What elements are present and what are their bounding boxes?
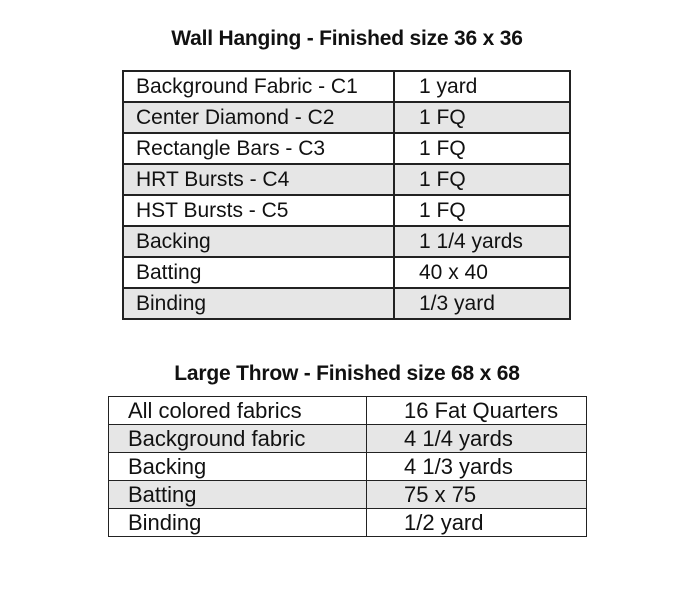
fabric-item: Batting	[123, 257, 394, 288]
wall-hanging-table	[122, 70, 571, 320]
fabric-item: Background Fabric - C1	[123, 71, 394, 102]
fabric-amount: 75 x 75	[367, 481, 587, 509]
table-row	[123, 71, 570, 102]
table-row	[109, 425, 587, 453]
fabric-amount: 1 yard	[394, 71, 570, 102]
fabric-item: Binding	[123, 288, 394, 319]
table-row	[109, 481, 587, 509]
table-row	[123, 257, 570, 288]
fabric-item: Rectangle Bars - C3	[123, 133, 394, 164]
table-row	[109, 397, 587, 425]
fabric-amount: 16 Fat Quarters	[367, 397, 587, 425]
fabric-amount: 1 1/4 yards	[394, 226, 570, 257]
table-row	[123, 195, 570, 226]
table-row	[123, 133, 570, 164]
fabric-amount: 1 FQ	[394, 195, 570, 226]
table-row	[109, 509, 587, 537]
fabric-amount: 1/3 yard	[394, 288, 570, 319]
fabric-item: Binding	[128, 510, 202, 535]
table-row	[123, 288, 570, 319]
fabric-item: Background fabric	[109, 425, 367, 453]
fabric-amount: 4 1/3 yards	[367, 453, 587, 481]
fabric-item: Backing	[123, 226, 394, 257]
fabric-item: HRT Bursts - C4	[123, 164, 394, 195]
fabric-item: Backing	[128, 454, 207, 479]
table-row	[109, 453, 587, 481]
fabric-amount: 4 1/4 yards	[367, 425, 587, 453]
fabric-amount: 40 x 40	[394, 257, 570, 288]
fabric-amount: 1 FQ	[394, 133, 570, 164]
large-throw-table	[108, 396, 587, 537]
fabric-amount: 1 FQ	[394, 164, 570, 195]
fabric-amount: 1 FQ	[394, 102, 570, 133]
table-row	[123, 226, 570, 257]
fabric-item: All colored fabrics	[128, 398, 302, 423]
fabric-amount: 1/2 yard	[367, 509, 587, 537]
fabric-item: Center Diamond - C2	[123, 102, 394, 133]
table-row	[123, 102, 570, 133]
table-row	[123, 164, 570, 195]
large-throw-title: Large Throw - Finished size 68 x 68	[174, 362, 520, 385]
fabric-item: Batting	[109, 481, 367, 509]
wall-hanging-title: Wall Hanging - Finished size 36 x 36	[171, 27, 523, 50]
fabric-item: HST Bursts - C5	[123, 195, 394, 226]
